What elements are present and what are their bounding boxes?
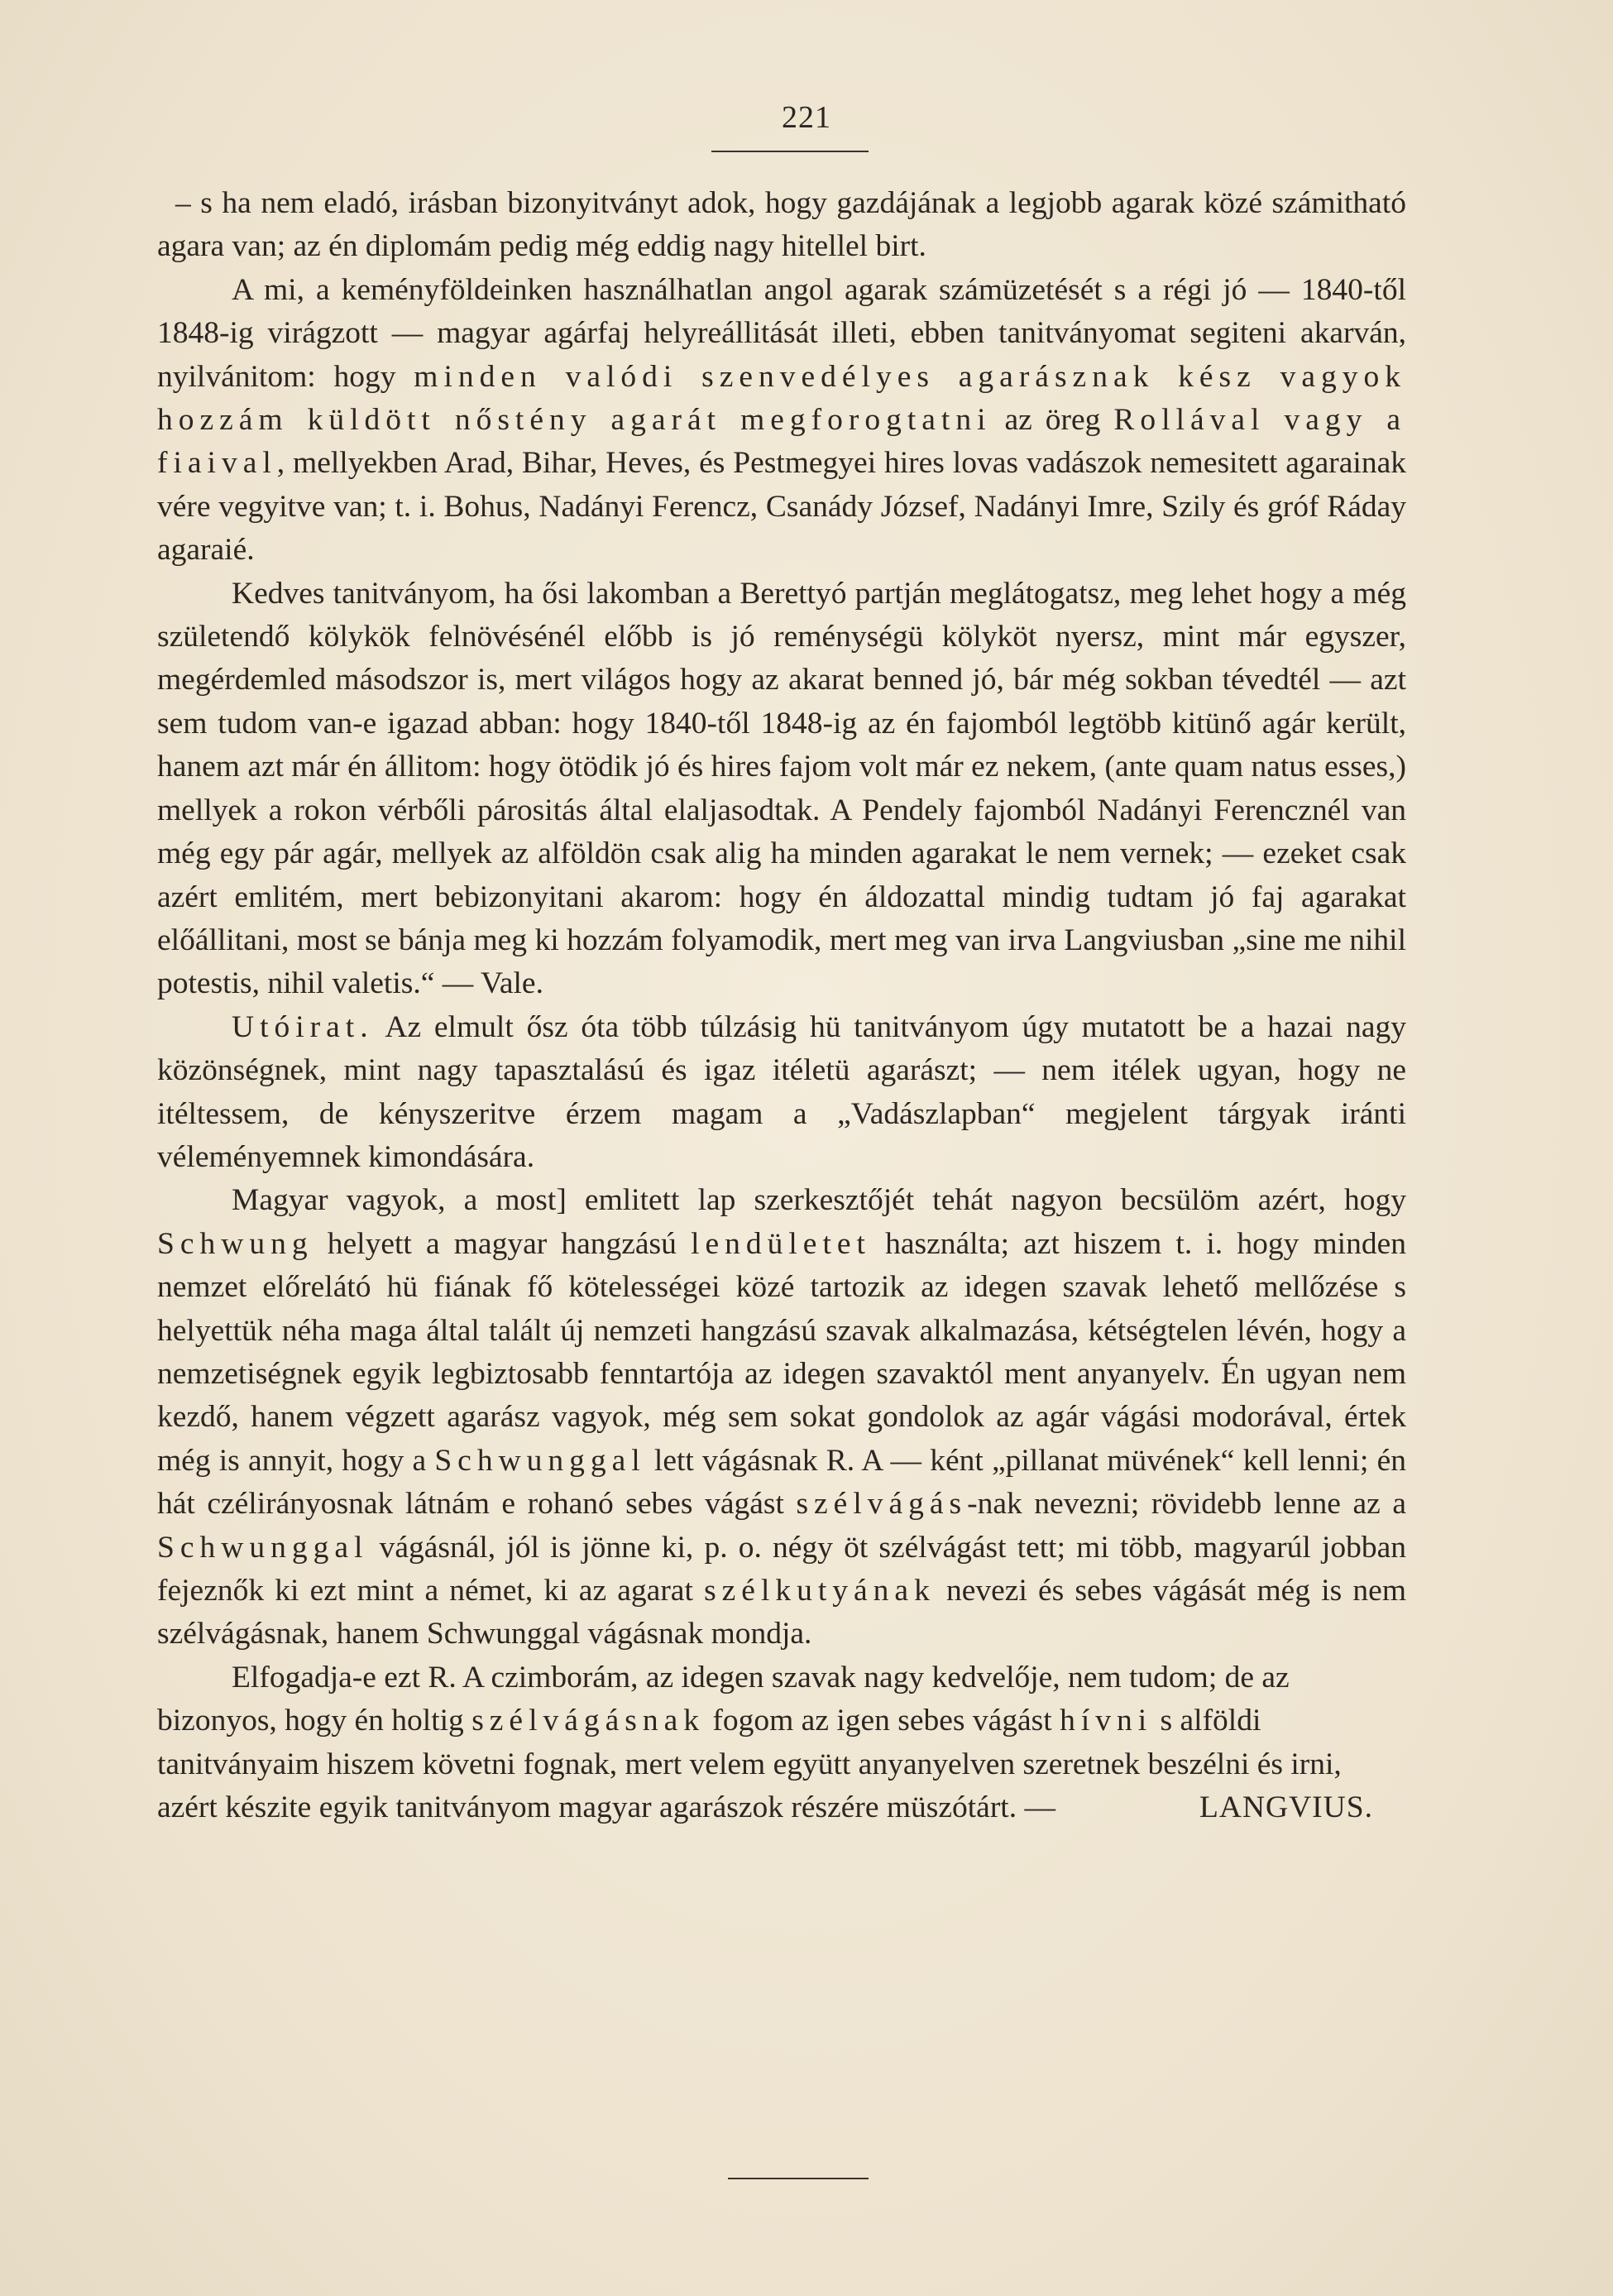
paragraph-4-text-a: Az elmult ősz óta több túlzásig hü tanitványom úgy mutatott be a hazai nagy közönségnek, mint nagy tapasztalású és igaz itéletü agarászt; — nem itélek ugyan, hogy ne itéltessem, de kényszeritve érzem magam a „Vadászlapban“ megjelent tárgyak iránti véleményemnek kimondására.: [157, 1009, 1406, 1174]
paragraph-5-text-c: használta; azt hiszem t. i. hogy minden nemzet előrelátó hü fiának fő kötelességei közé tartozik az idegen szavak lehető mellőzése s helyettük néha maga által talált új nemzeti hangzású szavak alkalmazása, kétségtelen lévén, hogy a nemzetiségnek egyik legbiztosabb fenntartója az idegen szavaktól ment anyanyelv. Én ugyan nem kezdő, hanem végzett agarász vagyok, még sem sokat gondolok az agár vágási modorával, értek még is annyit, hogy a: [157, 1226, 1406, 1478]
page-number: 221: [782, 100, 831, 135]
paragraph-5-text-g: nevezi és sebes vágását még is nem szélvágásnak, hanem Schwunggal vágásnak mondja.: [157, 1574, 1406, 1651]
paragraph-5: [157, 1179, 1406, 1656]
author-signature: LANGVIUS.: [1199, 1790, 1373, 1825]
paragraph-2-spaced-1: minden valódi szenvedélyes agarásznak kész vagyok hozzám küldött nőstény agarát megforogtatni: [157, 359, 1406, 438]
paragraph-1: – s ha nem eladó, irásban bizonyitványt adok, hogy gazdájának a legjobb agarak közé számitható agara van; az én diplomám pedig még eddig nagy hitellel birt.: [157, 186, 1406, 264]
footer-rule: [728, 2178, 869, 2179]
paragraph-2-text-b: az öreg: [991, 403, 1114, 438]
paragraph-5-text-f: vágásnál, jól is jönne ki, p. o. négy öt szélvágást tett; mi több, magyarúl jobban fejeznők ki ezt mint a német, ki az agarat: [157, 1530, 1406, 1608]
paragraph-5-spaced-6: szélkutyának: [704, 1574, 936, 1608]
paragraph-6: [157, 1656, 1406, 1830]
paragraph-2-text-a: A mi, a keményföldeinken használhatlan angol agarak számüzetését s a régi jó — 1840-től 1848-ig virágzott — magyar agárfaj helyreállitását illeti, ebben tanitványomat segiteni akarván, nyilvánitom: hogy: [157, 272, 1406, 394]
paragraph-5-spaced-4: szélvágás: [796, 1487, 968, 1522]
paragraph-5-text-e: -nak nevezni; rövidebb lenne az a: [967, 1487, 1406, 1522]
postscript-heading: Utóirat.: [232, 1009, 374, 1044]
paragraph-5-text-a: Magyar vagyok, a most] emlitett lap szerkesztőjét tehát nagyon becsülöm azért, hogy: [232, 1183, 1406, 1218]
paragraph-3: Kedves tanitványom, ha ősi lakomban a Berettyó partján meglátogatsz, meg lehet hogy a még születendő kölykök felnövésénél előbb is jó reménységü kölyköt nyersz, mint már egyszer, megérdemled másodszor is, mert világos hogy az akarat benned jó, bár még sokban tévedtél — azt sem tudom van-e igazad abban: hogy 1840-től 1848-ig az én fajomból legtöbb kitünő agár került, hanem azt már én állitom: hogy ötödik jó és hires fajom volt már ez nekem, (ante quam natus esses,) mellyek a rokon vérbőli párositás által elaljasodtak. A Pendely fajomból Nadányi Ferencznél van még egy pár agár, mellyek az alföldön csak alig ha minden agarakat le nem vernek; — ezeket csak azért emlitém, mert bebizonyitani akarom: hogy én áldozattal mindig tudtam jó faj agarakat előállitani, most se bánja meg ki hozzám folyamodik, mert meg van irva Langviusban „sine me nihil potestis, nihil valetis.“ — Vale.: [157, 576, 1406, 1001]
paragraph-5-spaced-5: Schwunggal: [157, 1530, 369, 1565]
paragraph-6-spaced-2: hívni: [1060, 1704, 1153, 1738]
paragraph-5-spaced-2: lendületet: [691, 1226, 871, 1261]
header-rule: [711, 151, 869, 152]
paragraph-6-spaced-1: szélvágásnak: [471, 1704, 706, 1738]
paragraph-5-text-b: helyett a magyar hangzású: [313, 1226, 692, 1261]
paragraph-5-spaced-1: Schwung: [157, 1226, 314, 1261]
paragraph-4: [157, 1006, 1406, 1180]
paragraph-6-text-b: fogom az igen sebes vágást: [705, 1704, 1060, 1738]
paragraph-5-spaced-3: Schwunggal: [434, 1443, 646, 1478]
paragraph-5-text-d: lett vágásnak R. A — ként „pillanat müvének“ kell lenni; én hát czélirányosnak látnám e rohanó sebes vágást: [157, 1443, 1406, 1522]
paragraph-2-spaced-2: Rollával vagy a fiaival: [157, 403, 1406, 481]
paragraph-6-text-a: Elfogadja-e ezt R. A czimborám, az idegen szavak nagy kedvelője, nem tudom; de az bizonyos, hogy én holtig: [157, 1660, 1290, 1738]
article-body: [157, 182, 1406, 1829]
paragraph-2: [157, 269, 1406, 573]
paragraph-2-text-c: , mellyekben Arad, Bihar, Heves, és Pestmegyei hires lovas vadászok nemesitett agarainak vére vegyitve van; t. i. Bohus, Nadányi Ferencz, Csanády József, Nadányi Imre, Szily és gróf Ráday agaraié.: [157, 446, 1406, 568]
paragraph-6-text-c: s alföldi tanitványaim hiszem követni fognak, mert velem együtt anyanyelven szeretnek beszélni és irni, azért készite egyik tanitványom magyar agarászok részére müszótárt. —: [157, 1704, 1342, 1825]
